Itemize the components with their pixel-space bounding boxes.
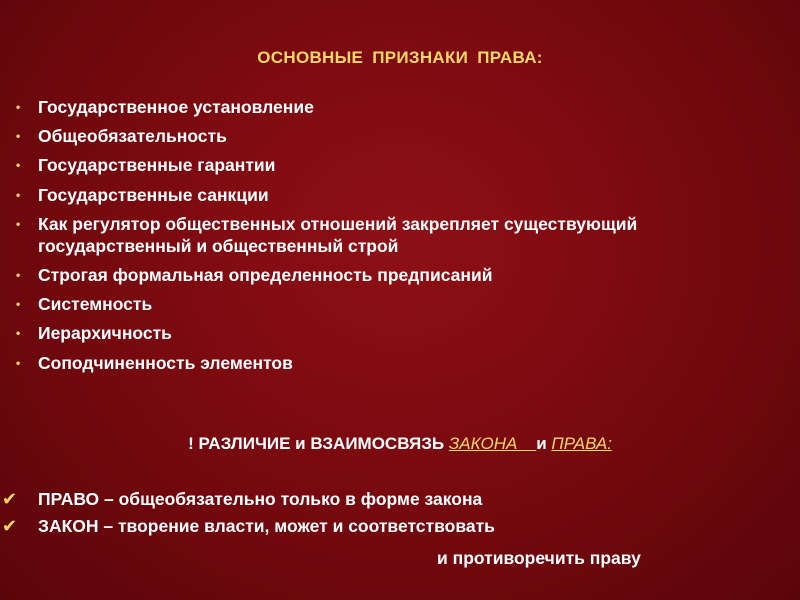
feature-text: Как регулятор общественных отношений закрепляет существующий государственный и общественный строй (38, 213, 638, 256)
bullet-icon: • (16, 297, 21, 312)
checkmark-icon: ✔ (2, 489, 18, 509)
feature-text: Государственные гарантии (38, 155, 276, 176)
list-item (16, 96, 776, 118)
bullet-icon: • (16, 100, 21, 114)
feature-text: Строгая формальная определенность предписаний (38, 264, 493, 285)
bullet-icon: • (16, 129, 21, 144)
list-item (16, 293, 776, 315)
subtitle-law-link: ЗАКОНА (448, 434, 537, 453)
section-subtitle (0, 434, 800, 454)
bullet-icon: • (16, 355, 21, 370)
bullet-icon: • (16, 216, 21, 231)
list-item (16, 184, 776, 206)
subtitle-middle: и (536, 434, 552, 453)
slide-title: ОСНОВНЫЕ ПРИЗНАКИ ПРАВА: (257, 48, 543, 67)
list-item (16, 154, 776, 176)
feature-text: Государственные санкции (38, 184, 269, 205)
subtitle-prefix: ! РАЗЛИЧИЕ и ВЗАИМОСВЯЗЬ (188, 434, 449, 453)
feature-text: Соподчиненность элементов (38, 352, 293, 373)
features-list (16, 96, 776, 381)
feature-text: Иерархичность (38, 323, 172, 344)
list-item (16, 125, 776, 147)
point-continuation: и противоречить праву (437, 548, 641, 568)
subtitle-right-link: ПРАВА: (551, 434, 612, 453)
feature-text: Общеобязательность (38, 126, 227, 147)
list-item (16, 213, 776, 257)
point-text: ЗАКОН – творение власти, может и соответствовать (38, 516, 495, 536)
list-item (0, 515, 800, 537)
bullet-icon: • (16, 267, 21, 282)
bullet-icon: • (16, 326, 21, 341)
feature-text: Государственное установление (38, 97, 314, 117)
bullet-icon: • (16, 158, 21, 173)
feature-text: Системность (38, 294, 153, 315)
list-item (16, 322, 776, 344)
list-item (0, 488, 800, 510)
list-item (16, 264, 776, 286)
list-item (16, 352, 776, 374)
checkmark-icon: ✔ (2, 516, 18, 536)
point-text: ПРАВО – общеобязательно только в форме закона (38, 489, 483, 509)
comparison-list (0, 488, 800, 542)
bullet-icon: • (16, 187, 21, 202)
